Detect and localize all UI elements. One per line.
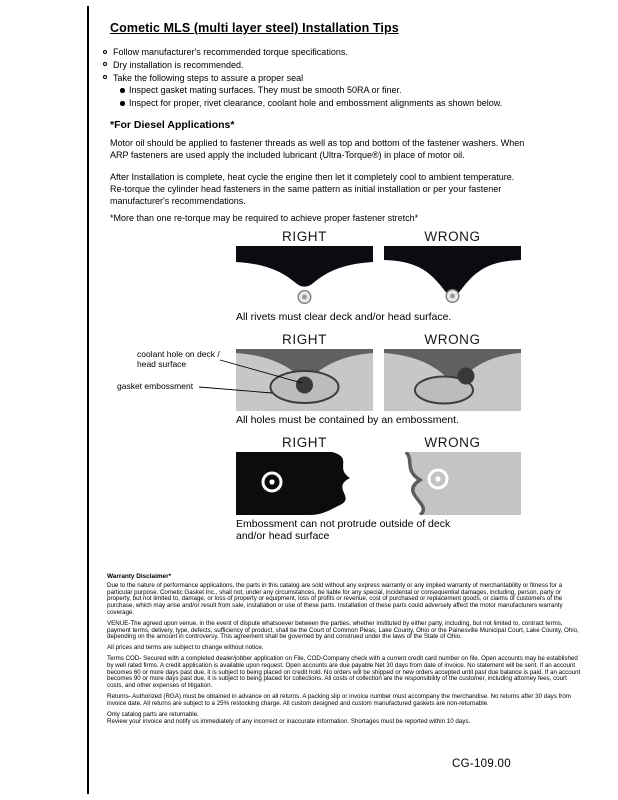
disclaimer-paragraph: Only catalog parts are returnable. [107,710,199,718]
embossment-right-diagram [236,452,373,515]
figure-headers [236,229,521,244]
wrong-label: WRONG [424,435,481,450]
bullet-icon [120,88,125,93]
wrong-label: WRONG [424,229,481,244]
wrong-label: WRONG [424,332,481,347]
sub-list-item [119,97,543,110]
installation-tips-list [103,46,543,110]
page-left-border [87,6,89,794]
figure-caption: All rivets must clear deck and/or head surface. [236,311,452,323]
sub-list-item [119,84,543,97]
figure-headers [236,435,521,450]
figure-panels [236,246,521,308]
disclaimer-paragraph: All prices and terms are subject to change without notice. [107,644,264,652]
right-label: RIGHT [282,332,327,347]
tip-text: Follow manufacturer's recommended torque specifications. [113,47,348,57]
tip-text: Inspect gasket mating surfaces. They must be smooth 50RA or finer. [129,85,402,96]
coolant-hole-icon [458,368,475,385]
bullet-icon [120,101,125,106]
disclaimer-heading: Warranty Disclaimer* [107,573,172,580]
rivet-right-diagram [236,246,373,308]
right-label: RIGHT [282,229,327,244]
embossment-wrong-diagram [384,452,521,515]
open-bullet-icon [103,62,107,66]
callout-coolant-hole: coolant hole on deck / head surface [137,349,220,369]
disclaimer-paragraph: Returns- Authorized (RGA) must be obtained in advance on all returns. A packing slip or invoice number must accompany the merchandise. No returns after 30 days from invoice date. All returns are subject to a 25% restocking charge. All custom designed and custom manufactured gaskets are non-returnable. [107,692,571,707]
figure-headers [236,332,521,347]
diesel-paragraph-2: After Installation is complete, heat cycle the engine then let it completely cool to ambient temperature. Re-torque the cylinder head fasteners in the same pattern as initial installation or per your fastener manufacturer's recommendations. [110,172,515,207]
figure-holes [117,332,521,426]
disclaimer-paragraph: Due to the nature of performance applications, the parts in this catalog are sold without any express warranty or any implied warranty of merchantability or fitness for a particular purpose. Cometic Gasket Inc., shall not, under any circumstances, be liable for any special, incidental or consequential damages, including, person, party or property, but not limited to, damage, or loss of property or equipment, loss of profits or revenue, cost of purchased or replacement goods, or claims of customers of the purchase, which may arise and/or result from sale, installation or use of these parts. Installation of these parts could adversely affect the motor manufacturers warranty coverage. [107,581,563,616]
figure-caption: All holes must be contained by an embossment. [236,414,459,426]
right-label: RIGHT [282,435,327,450]
figure-panels [236,452,521,515]
hole-wrong-diagram [384,349,521,411]
disclaimer-paragraph: Review your invoice and notify us immediately of any incorrect or inaccurate information. Shortages must be reported within 10 days. [107,718,471,726]
diesel-paragraph-1: Motor oil should be applied to fastener threads as well as top and bottom of the fastener washers. When ARP fasteners are used apply the included lubricant (Ultra-Torque®) in place of motor oil. [110,138,525,161]
figure-panels [117,349,521,411]
instruction-figures [117,229,521,551]
rivet-wrong-diagram [384,246,521,308]
list-item [103,59,543,72]
tip-text: Inspect for proper, rivet clearance, coolant hole and embossment alignments as shown below. [129,98,503,109]
disclaimer-paragraph: Terms COD- Secured with a completed dealer/jobber application on File, COD-Company check with a current credit card number on file. Open accounts may be established by well rated firms. A credit application is available upon request. Open accounts are due payable Net 30 days from date of invoice. No statement will be sent. If an account becomes 60 or more days past due, it is subject to being placed on credit hold. No orders will be shipped or new orders accepted until past due balance is paid. If an account becomes 90 or more days past due, it is subject to being placed for collections. All costs of collection are the responsibility of the customer, including attorney fees, court costs, and other expenses of litigation. [107,654,581,690]
open-bullet-icon [103,75,107,79]
list-item [103,72,543,85]
page-title: Cometic MLS (multi layer steel) Installation Tips [110,21,399,35]
tip-text: Take the following steps to assure a proper seal [113,72,304,83]
disclaimer-paragraph: VENUE-The agreed upon venue, in the event of dispute whatsoever between the parties, whether instituted by either party, including, but not limited to, contract terms, payment terms, delivery, type, defects, sufficiency of product, shall be the Court of Common Pleas, Lake County, Ohio or the Painesville Municipal Court, Lake County, Ohio, depending on the amount in controversy. This agreement shall be governed by and construed under the laws of the State of Ohio. [107,619,579,641]
coolant-hole-icon [296,377,313,394]
figure-caption: Embossment can not protrude outside of deck and/or head surface [236,518,451,542]
tip-text: Dry installation is recommended. [113,59,244,70]
open-bullet-icon [103,50,107,54]
callout-gasket-embossment: gasket embossment [117,381,194,391]
hole-right-diagram [236,349,373,411]
list-item [103,46,543,59]
warranty-disclaimer [107,574,583,730]
diesel-applications-heading: *For Diesel Applications* [110,119,235,131]
figure-embossment [236,435,521,542]
page-code: CG-109.00 [452,758,511,770]
figure-rivets [236,229,521,323]
retorque-note: *More than one re-torque may be required to achieve proper fastener stretch* [110,213,419,223]
